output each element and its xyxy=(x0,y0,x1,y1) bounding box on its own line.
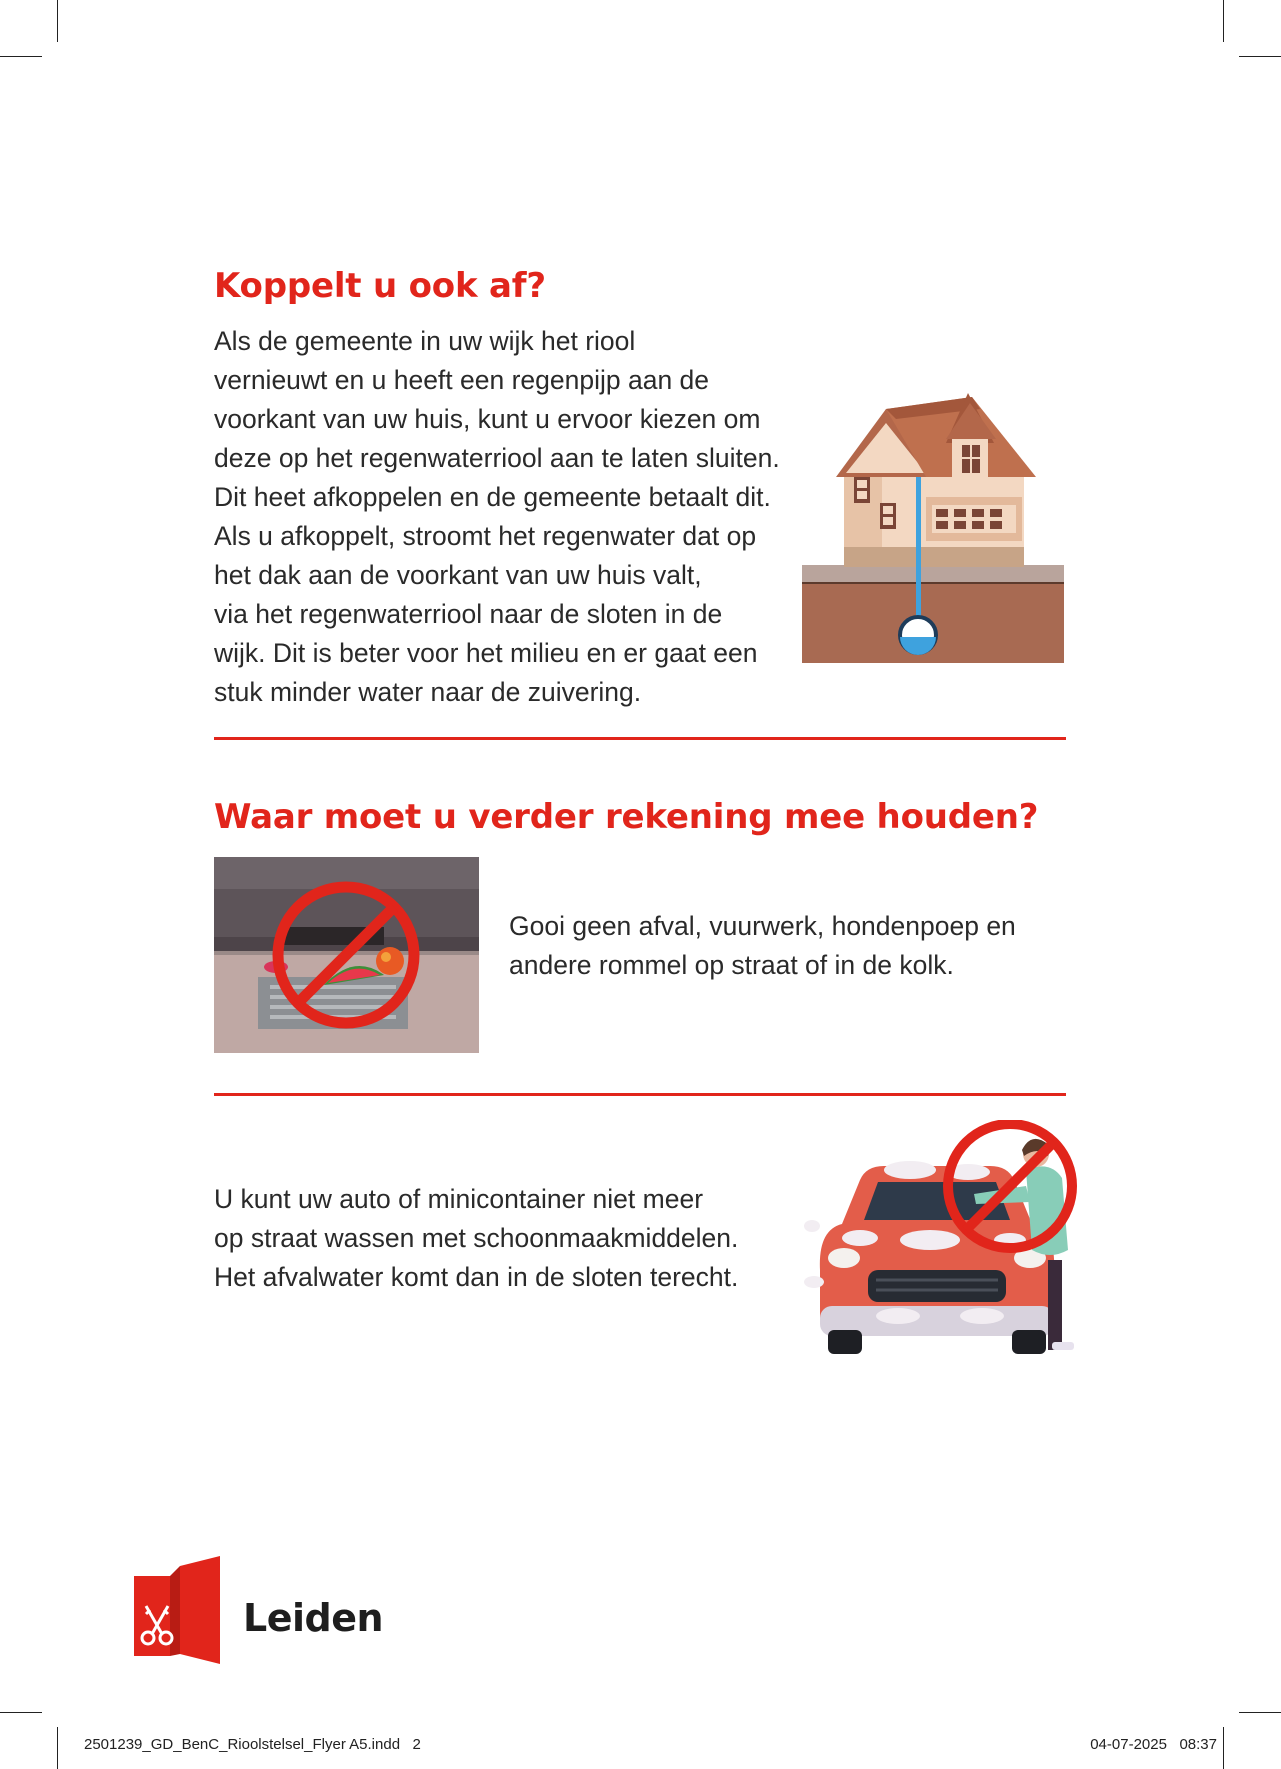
text-line: het dak aan de voorkant van uw huis valt, xyxy=(214,560,702,590)
text-line: voorkant van uw huis, kunt u ervoor kiezen om xyxy=(214,404,761,434)
crop-mark xyxy=(1239,1712,1281,1713)
crop-mark xyxy=(1223,1727,1224,1769)
text-line: stuk minder water naar de zuivering. xyxy=(214,677,642,707)
crop-mark xyxy=(57,1727,58,1769)
text-line: Dit heet afkoppelen en de gemeente betaalt dit. xyxy=(214,482,771,512)
text-line: Als de gemeente in uw wijk het riool xyxy=(214,326,636,356)
section-divider xyxy=(214,737,1066,740)
no-litter-text xyxy=(509,907,1049,985)
section-title-afkoppelen: Koppelt u ook af? xyxy=(214,266,546,306)
crop-mark xyxy=(0,56,42,57)
text-line: wijk. Dit is beter voor het milieu en er gaat een xyxy=(214,638,758,668)
ground-surface xyxy=(802,565,1064,583)
text-line: via het regenwaterriool naar de sloten in de xyxy=(214,599,723,629)
rain-downpipe xyxy=(916,477,921,627)
footer-filename: 2501239_GD_BenC_Rioolstelsel_Flyer A5.indd 2 xyxy=(84,1736,421,1753)
text-line: op straat wassen met schoonmaakmiddelen. xyxy=(214,1223,739,1253)
section-divider xyxy=(214,1093,1066,1096)
afkoppelen-paragraph xyxy=(214,322,794,712)
car-wash-illustration xyxy=(800,1120,1085,1360)
footer-timestamp: 04-07-2025 08:37 xyxy=(1090,1736,1217,1753)
text-line: Als u afkoppelt, stroomt het regenwater dat op xyxy=(214,521,757,551)
no-car-wash-text xyxy=(214,1180,774,1297)
house-rainwater-illustration xyxy=(800,385,1066,665)
logo-wordmark: Leiden xyxy=(243,1596,384,1640)
crop-mark xyxy=(57,0,58,42)
section-title-rekening: Waar moet u verder rekening mee houden? xyxy=(214,797,1039,837)
text-line: Het afvalwater komt dan in de sloten terecht. xyxy=(214,1262,739,1292)
text-line: vernieuwt en u heeft een regenpijp aan de xyxy=(214,365,710,395)
leiden-logo-icon xyxy=(134,1556,224,1664)
text-line: andere rommel op straat of in de kolk. xyxy=(509,950,954,980)
crop-mark xyxy=(1239,56,1281,57)
crop-mark xyxy=(1223,0,1224,42)
drain-no-litter-illustration xyxy=(214,857,479,1053)
crop-mark xyxy=(0,1712,42,1713)
text-line: deze op het regenwaterriool aan te laten sluiten. xyxy=(214,443,780,473)
text-line: U kunt uw auto of minicontainer niet meer xyxy=(214,1184,704,1214)
text-line: Gooi geen afval, vuurwerk, hondenpoep en xyxy=(509,911,1016,941)
